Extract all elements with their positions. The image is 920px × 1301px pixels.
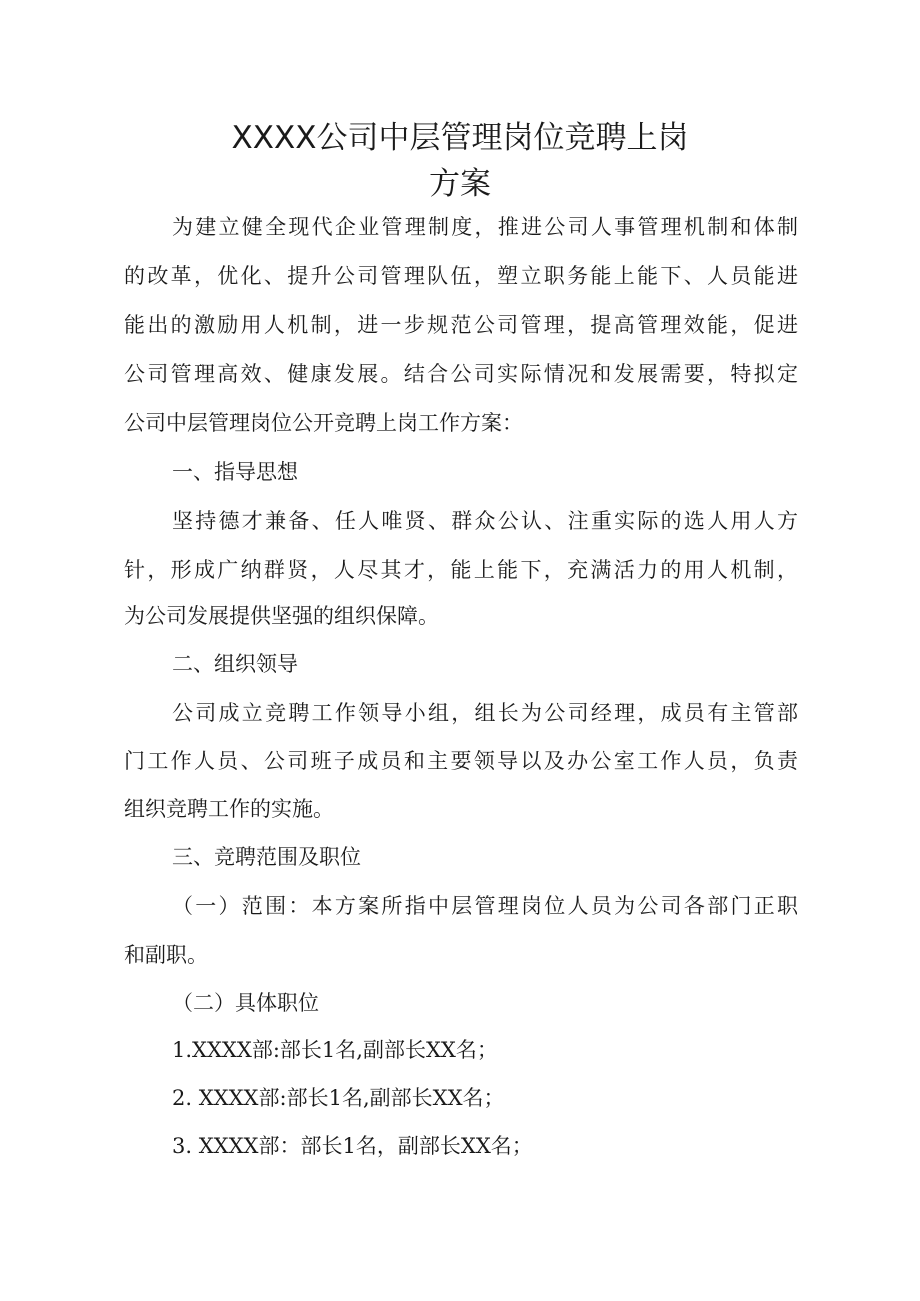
positions-heading: （二）具体职位 [172, 991, 319, 1015]
section2-heading: 二、组织领导 [172, 652, 298, 676]
intro-line: 能出的激励用人机制，进一步规范公司管理，提高管理效能，促进 [124, 313, 798, 337]
position-item: 2. XXXX部:部长1名,副部长XX名； [172, 1086, 505, 1110]
scope-line: 和副职。 [124, 943, 208, 967]
section1-body-line: 针，形成广纳群贤，人尽其才，能上能下，充满活力的用人机制， [124, 558, 798, 582]
position-item: 1.XXXX部:部长1名,副部长XX名； [172, 1038, 498, 1062]
intro-line: 为建立健全现代企业管理制度，推进公司人事管理机制和体制 [172, 215, 798, 239]
section2-body-line: 组织竞聘工作的实施。 [124, 797, 334, 821]
section1-body-line: 坚持德才兼备、任人唯贤、群众公认、注重实际的选人用人方 [172, 509, 798, 533]
document-title-line1: XXXX公司中层管理岗位竞聘上岗 [231, 120, 689, 156]
section2-body-line: 公司成立竞聘工作领导小组，组长为公司经理，成员有主管部 [172, 701, 798, 725]
section2-body-line: 门工作人员、公司班子成员和主要领导以及办公室工作人员，负责 [124, 749, 798, 773]
intro-line: 公司管理高效、健康发展。结合公司实际情况和发展需要，特拟定 [124, 362, 798, 386]
section3-heading: 三、竞聘范围及职位 [172, 845, 361, 869]
position-item: 3. XXXX部：部长1名，副部长XX名； [172, 1134, 533, 1158]
intro-line: 的改革，优化、提升公司管理队伍，塑立职务能上能下、人员能进 [124, 264, 798, 288]
section1-heading: 一、指导思想 [172, 460, 298, 484]
scope-line: （一）范围：本方案所指中层管理岗位人员为公司各部门正职 [172, 894, 798, 918]
section1-body-line: 为公司发展提供坚强的组织保障。 [124, 604, 439, 628]
intro-line: 公司中层管理岗位公开竞聘上岗工作方案： [124, 411, 523, 435]
document-title-line2: 方案 [429, 166, 491, 202]
